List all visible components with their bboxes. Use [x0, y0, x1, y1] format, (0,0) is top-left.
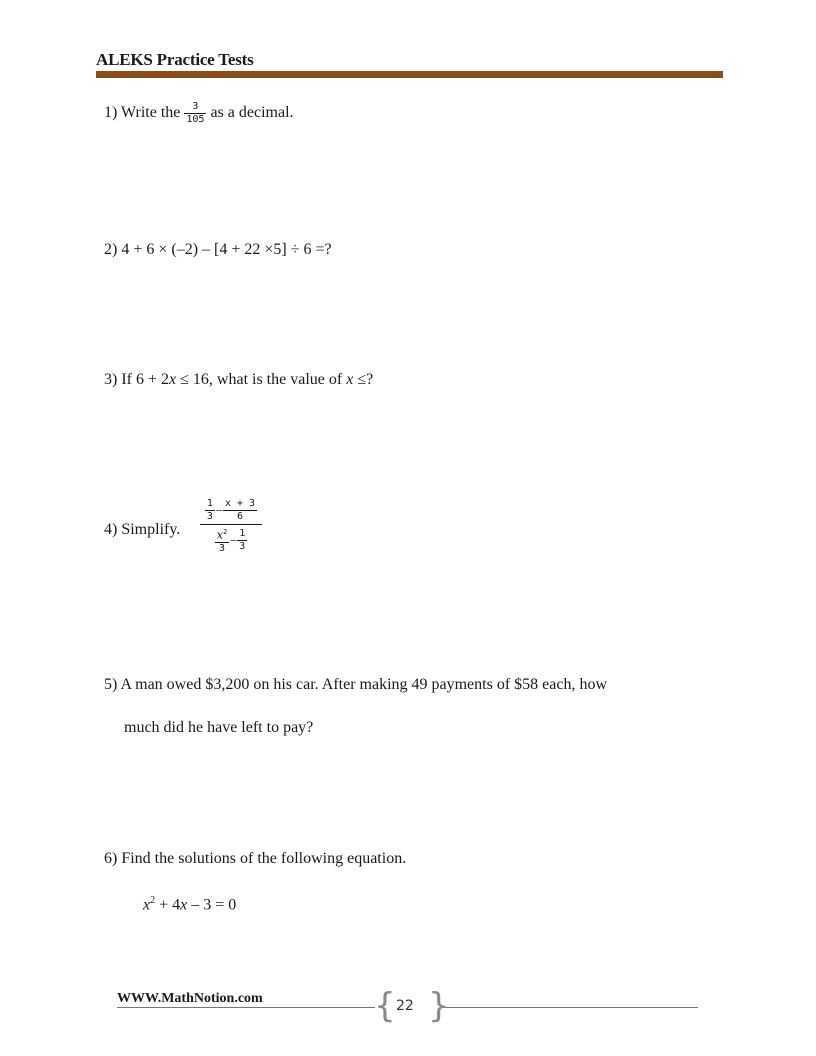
q6-eq-exp: 2: [150, 895, 156, 906]
question-5-line1: 5) A man owed $3,200 on his car. After making 49 payments of $58 each, how: [104, 676, 608, 693]
q6-eq-var2: x: [180, 896, 188, 914]
q4-bottom-right-den: 3: [239, 541, 246, 553]
q4-top-left-num: 1: [206, 498, 213, 509]
q6-equation: [143, 891, 236, 915]
header-rule: [96, 71, 723, 78]
question-6: 6) Find the solutions of the following equation.: [104, 850, 407, 867]
q4-bottom-expression: [200, 525, 262, 555]
q4-bottom-left-var: x: [216, 528, 223, 542]
q4-bottom-left-exp: 2: [222, 528, 228, 536]
q3-part1: 3) If 6 + 2: [104, 371, 170, 388]
q1-prefix: 1) Write the: [104, 104, 185, 122]
question-5-line2: much did he have left to pay?: [124, 719, 314, 736]
q4-bottom-right-num: 1: [239, 528, 246, 540]
q4-top-op: –: [215, 505, 222, 516]
q4-bottom-op: –: [230, 535, 237, 547]
q4-top-right-den: 6: [223, 510, 257, 523]
q6-eq-mid: + 4: [155, 896, 181, 914]
q1-denominator: 105: [186, 114, 205, 125]
page-header-title: ALEKS Practice Tests: [96, 50, 254, 69]
q4-bottom-left-den: 3: [215, 542, 229, 555]
left-brace-icon: {: [374, 986, 396, 1026]
q3-part2: ≤ 16, what is the value of: [176, 371, 347, 388]
q3-var1: x: [169, 371, 177, 388]
question-3: [104, 370, 373, 390]
right-brace-icon: }: [428, 986, 450, 1026]
q4-complex-fraction: [200, 498, 262, 555]
footer-rule-left: [117, 1007, 375, 1008]
q3-var2: x: [346, 371, 354, 388]
q6-eq-var: x: [143, 896, 151, 914]
page-number: 22: [396, 998, 414, 1014]
q1-numerator: 3: [192, 101, 199, 112]
q6-eq-end: – 3 = 0: [187, 896, 237, 914]
q1-suffix: as a decimal.: [206, 104, 294, 122]
q4-top-expression: [200, 498, 262, 525]
question-1: [104, 101, 294, 126]
question-2: 2) 4 + 6 × (–2) – [4 + 22 ×5] ÷ 6 =?: [104, 241, 332, 258]
footer-website: WWW.MathNotion.com: [117, 991, 263, 1006]
q1-fraction: [184, 101, 206, 126]
question-4-label: 4) Simplify.: [104, 521, 181, 538]
q4-top-left-den: 3: [206, 511, 213, 522]
footer-rule-right: [440, 1007, 698, 1008]
q4-top-right-num: x + 3: [224, 498, 256, 509]
q3-part3: ≤?: [353, 371, 374, 388]
